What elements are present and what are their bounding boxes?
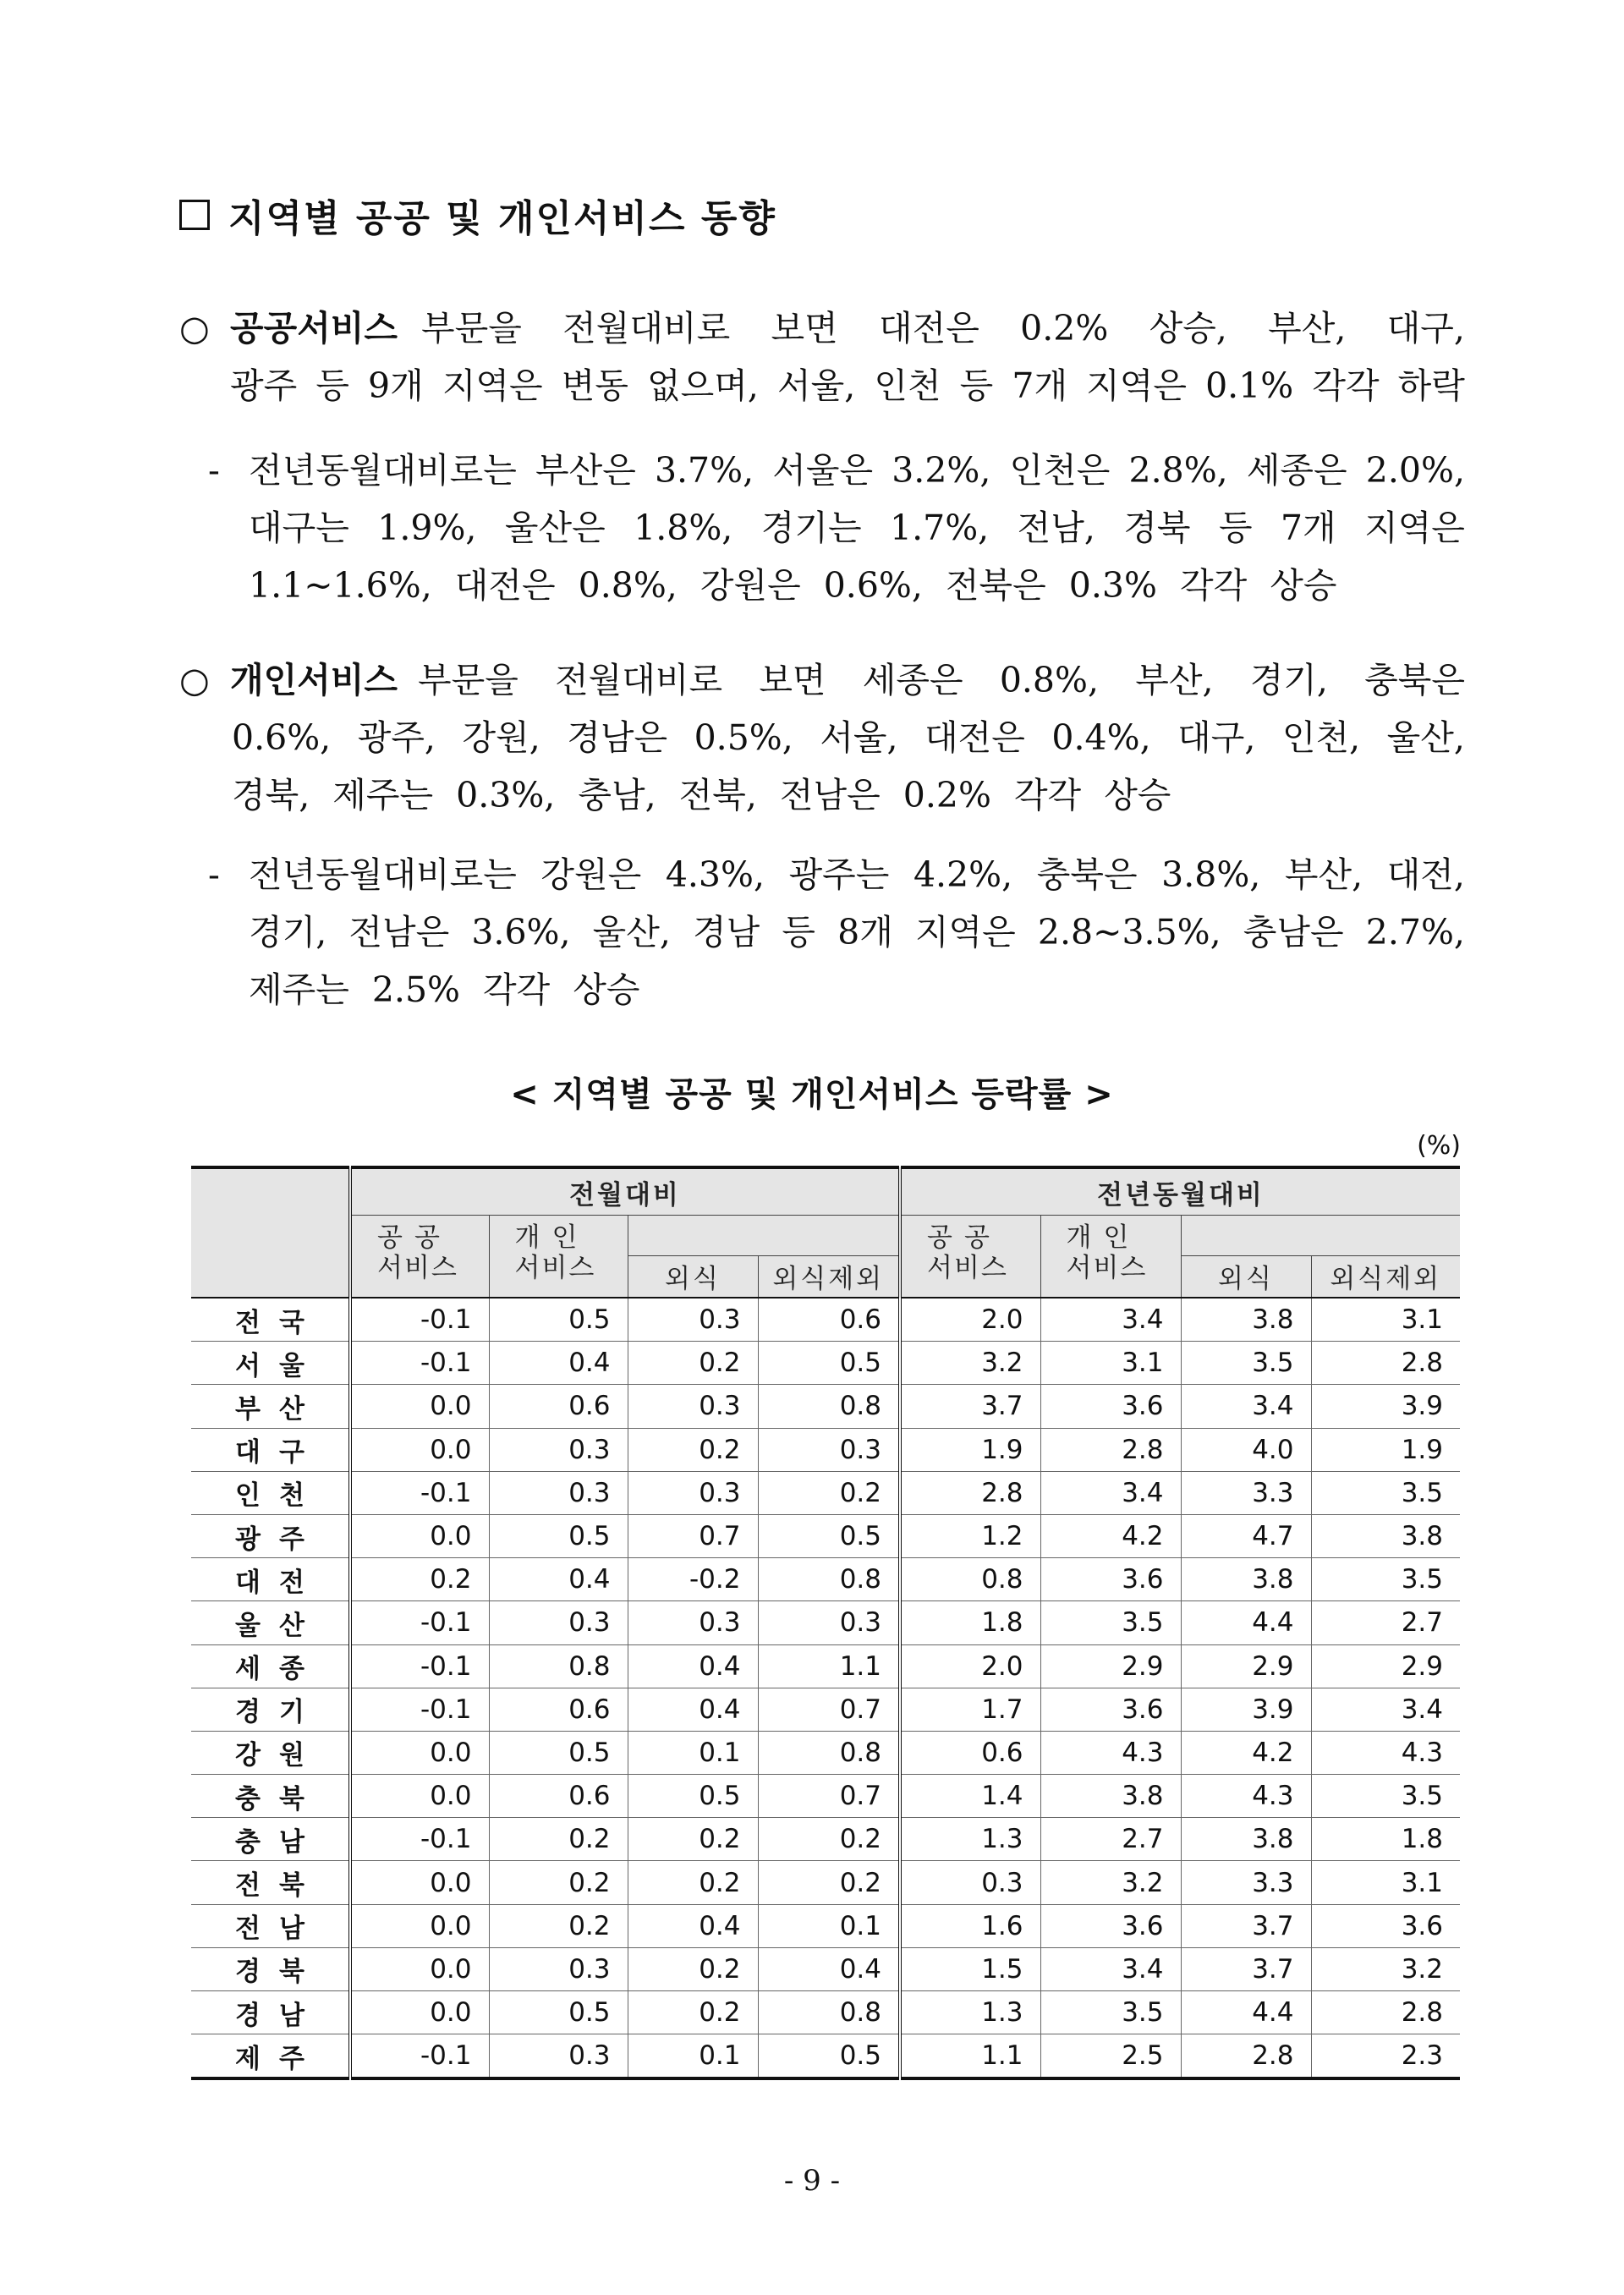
value-cell: 1.8	[900, 1601, 1040, 1644]
value-cell: 1.4	[900, 1775, 1040, 1818]
region-header-cell	[191, 1167, 350, 1298]
value-cell: 3.4	[1181, 1385, 1311, 1428]
value-cell: 0.2	[489, 1818, 628, 1861]
value-cell: 3.5	[1181, 1342, 1311, 1385]
value-cell: 2.0	[900, 1298, 1040, 1342]
value-cell: 2.8	[1311, 1342, 1460, 1385]
table-row	[191, 1385, 1460, 1428]
value-cell: 0.6	[489, 1385, 628, 1428]
value-cell: -0.1	[350, 1688, 489, 1731]
paragraph-line	[179, 442, 1465, 499]
value-cell: 0.4	[628, 1644, 758, 1688]
value-cell: 0.4	[489, 1558, 628, 1601]
value-cell: 0.5	[758, 1342, 900, 1385]
region-cell: 강원	[191, 1731, 350, 1774]
col-excl-dining: 외식제외	[758, 1255, 900, 1298]
value-cell: 3.7	[900, 1385, 1040, 1428]
paragraph-text: 1.1~1.6%, 대전은 0.8%, 강원은 0.6%, 전북은 0.3% 각각 상승	[249, 565, 1337, 606]
paragraph-line	[179, 557, 1465, 614]
value-cell: -0.1	[350, 1601, 489, 1644]
region-cell: 인천	[191, 1471, 350, 1514]
table-row	[191, 1644, 1460, 1688]
region-cell: 서울	[191, 1342, 350, 1385]
value-cell: 0.3	[758, 1428, 900, 1471]
yoy-group-header: 전년동월대비	[900, 1167, 1460, 1216]
table-caption: < 지역별 공공 및 개인서비스 등락률 >	[510, 1075, 1114, 1114]
value-cell: 3.5	[1040, 1601, 1181, 1644]
value-cell: -0.1	[350, 2034, 489, 2079]
value-cell: 0.0	[350, 1428, 489, 1471]
value-cell: 3.4	[1040, 1947, 1181, 1990]
value-cell: 3.1	[1040, 1342, 1181, 1385]
table-row	[191, 1471, 1460, 1514]
personal-service-label: 개인서비스	[230, 660, 398, 700]
col-dining: 외식	[628, 1255, 758, 1298]
justified-text: 부문을 전월대비로 보면 대전은 0.2% 상승, 부산, 대구,	[421, 308, 1465, 349]
value-cell: 0.2	[350, 1558, 489, 1601]
value-cell: -0.1	[350, 1644, 489, 1688]
value-cell: 1.8	[1311, 1818, 1460, 1861]
paragraph-line	[179, 846, 1465, 903]
value-cell: 3.9	[1311, 1385, 1460, 1428]
value-cell: 1.1	[758, 1644, 900, 1688]
value-cell: 3.8	[1311, 1514, 1460, 1557]
regional-rates-table	[191, 1166, 1460, 2080]
region-cell: 세종	[191, 1644, 350, 1688]
value-cell: 0.3	[489, 1428, 628, 1471]
value-cell: 3.1	[1311, 1861, 1460, 1904]
public-service-mom-paragraph	[179, 299, 1465, 415]
value-cell: 3.2	[1040, 1861, 1181, 1904]
value-cell: 0.5	[489, 1991, 628, 2034]
value-cell: 1.9	[1311, 1428, 1460, 1471]
value-cell: 0.8	[900, 1558, 1040, 1601]
value-cell: 0.2	[628, 1818, 758, 1861]
value-cell: 0.8	[758, 1558, 900, 1601]
value-cell: 0.3	[489, 1601, 628, 1644]
public-service-yoy-paragraph	[179, 442, 1465, 614]
value-cell: 0.2	[758, 1861, 900, 1904]
value-cell: 0.3	[758, 1601, 900, 1644]
table-row	[191, 2034, 1460, 2079]
value-cell: 3.3	[1181, 1861, 1311, 1904]
value-cell: 3.6	[1040, 1558, 1181, 1601]
value-cell: 3.7	[1181, 1947, 1311, 1990]
value-cell: 0.4	[628, 1904, 758, 1947]
mom-group-header: 전월대비	[350, 1167, 900, 1216]
value-cell: 3.3	[1181, 1471, 1311, 1514]
region-cell: 경기	[191, 1688, 350, 1731]
value-cell: 0.5	[489, 1731, 628, 1774]
value-cell: -0.1	[350, 1342, 489, 1385]
value-cell: 4.2	[1040, 1514, 1181, 1557]
value-cell: 3.6	[1040, 1688, 1181, 1731]
value-cell: 4.2	[1181, 1731, 1311, 1774]
value-cell: 0.3	[489, 1471, 628, 1514]
col-personal-service: 개인 서비스	[489, 1216, 628, 1298]
table-row	[191, 1298, 1460, 1342]
value-cell: 0.5	[758, 1514, 900, 1557]
value-cell: 0.8	[758, 1731, 900, 1774]
value-cell: 4.7	[1181, 1514, 1311, 1557]
public-service-label: 공공서비스	[230, 308, 398, 349]
value-cell: 0.3	[900, 1861, 1040, 1904]
value-cell: 0.6	[489, 1775, 628, 1818]
value-cell: 3.6	[1040, 1904, 1181, 1947]
value-cell: 3.4	[1040, 1298, 1181, 1342]
dash-bullet: -	[208, 450, 220, 491]
bullet-circle-icon: ○	[179, 660, 210, 700]
value-cell: 3.6	[1311, 1904, 1460, 1947]
table-row	[191, 1991, 1460, 2034]
value-cell: 0.0	[350, 1775, 489, 1818]
region-cell: 충북	[191, 1775, 350, 1818]
table-unit-label: (%)	[1417, 1131, 1461, 1161]
value-cell: 0.2	[628, 1342, 758, 1385]
value-cell: 2.7	[1311, 1601, 1460, 1644]
value-cell: 4.3	[1040, 1731, 1181, 1774]
justified-text: 부문을 전월대비로 보면 세종은 0.8%, 부산, 경기, 충북은	[418, 660, 1465, 700]
section-heading-text: 지역별 공공 및 개인서비스 동향	[228, 197, 776, 240]
paragraph-line	[179, 357, 1465, 415]
value-cell: 0.8	[489, 1644, 628, 1688]
table-row	[191, 1947, 1460, 1990]
value-cell: 3.8	[1181, 1818, 1311, 1861]
value-cell: 3.7	[1181, 1904, 1311, 1947]
value-cell: 3.9	[1181, 1688, 1311, 1731]
value-cell: 2.8	[1040, 1428, 1181, 1471]
value-cell: 0.3	[628, 1471, 758, 1514]
table-row	[191, 1514, 1460, 1557]
value-cell: 2.9	[1311, 1644, 1460, 1688]
value-cell: 1.2	[900, 1514, 1040, 1557]
region-cell: 경남	[191, 1991, 350, 2034]
value-cell: 2.9	[1181, 1644, 1311, 1688]
table-row	[191, 1818, 1460, 1861]
value-cell: 1.1	[900, 2034, 1040, 2079]
table-row	[191, 1428, 1460, 1471]
value-cell: 0.8	[758, 1991, 900, 2034]
value-cell: 0.0	[350, 1947, 489, 1990]
value-cell: 0.8	[758, 1385, 900, 1428]
paragraph-line	[179, 903, 1465, 961]
value-cell: 1.6	[900, 1904, 1040, 1947]
paragraph-line	[179, 651, 1465, 709]
table-row	[191, 1904, 1460, 1947]
value-cell: -0.2	[628, 1558, 758, 1601]
value-cell: 3.2	[900, 1342, 1040, 1385]
value-cell: 0.6	[900, 1731, 1040, 1774]
table-row	[191, 1558, 1460, 1601]
table-row	[191, 1731, 1460, 1774]
checkbox-square-icon	[179, 200, 210, 230]
region-cell: 제주	[191, 2034, 350, 2079]
justified-text: 전년동월대비로는 강원은 4.3%, 광주는 4.2%, 충북은 3.8%, 부산, 대전,	[249, 854, 1465, 895]
value-cell: 3.5	[1311, 1471, 1460, 1514]
region-cell: 광주	[191, 1514, 350, 1557]
value-cell: 0.0	[350, 1991, 489, 2034]
value-cell: 0.0	[350, 1861, 489, 1904]
col-personal-service-yoy: 개인 서비스	[1040, 1216, 1181, 1298]
table-row	[191, 1601, 1460, 1644]
paragraph-line	[179, 299, 1465, 357]
value-cell: 2.7	[1040, 1818, 1181, 1861]
value-cell: 1.9	[900, 1428, 1040, 1471]
justified-text: 전년동월대비로는 부산은 3.7%, 서울은 3.2%, 인천은 2.8%, 세종은 2.0%,	[249, 450, 1465, 491]
personal-service-mom-paragraph	[179, 651, 1465, 824]
value-cell: 3.6	[1040, 1385, 1181, 1428]
value-cell: 0.6	[489, 1688, 628, 1731]
value-cell: 3.8	[1181, 1558, 1311, 1601]
col-public-service: 공공 서비스	[350, 1216, 489, 1298]
dash-bullet: -	[208, 854, 220, 895]
value-cell: 0.2	[628, 1428, 758, 1471]
value-cell: 3.2	[1311, 1947, 1460, 1990]
paragraph-line	[179, 709, 1465, 766]
value-cell: 4.4	[1181, 1601, 1311, 1644]
paragraph-line	[179, 499, 1465, 557]
value-cell: 0.0	[350, 1731, 489, 1774]
value-cell: 0.2	[628, 1861, 758, 1904]
col-excl-dining-yoy: 외식제외	[1311, 1255, 1460, 1298]
value-cell: 0.3	[489, 2034, 628, 2079]
value-cell: 3.8	[1181, 1298, 1311, 1342]
value-cell: 0.4	[758, 1947, 900, 1990]
value-cell: 0.2	[758, 1471, 900, 1514]
value-cell: 4.0	[1181, 1428, 1311, 1471]
bullet-circle-icon: ○	[179, 308, 210, 349]
value-cell: -0.1	[350, 1298, 489, 1342]
value-cell: 0.4	[489, 1342, 628, 1385]
value-cell: 0.3	[489, 1947, 628, 1990]
value-cell: 4.4	[1181, 1991, 1311, 2034]
justified-text: 대구는 1.9%, 울산은 1.8%, 경기는 1.7%, 전남, 경북 등 7개 지역은	[249, 508, 1465, 548]
value-cell: 2.8	[900, 1471, 1040, 1514]
value-cell: 2.5	[1040, 2034, 1181, 2079]
value-cell: 0.0	[350, 1514, 489, 1557]
value-cell: 0.7	[628, 1514, 758, 1557]
table-header	[191, 1167, 1460, 1298]
value-cell: 3.5	[1311, 1558, 1460, 1601]
personal-service-yoy-paragraph	[179, 846, 1465, 1018]
personal-breakdown-header-yoy	[1181, 1216, 1460, 1256]
region-cell: 대구	[191, 1428, 350, 1471]
value-cell: 2.8	[1181, 2034, 1311, 2079]
region-cell: 전남	[191, 1904, 350, 1947]
table-row	[191, 1688, 1460, 1731]
value-cell: 0.2	[489, 1904, 628, 1947]
region-cell: 부산	[191, 1385, 350, 1428]
value-cell: 2.3	[1311, 2034, 1460, 2079]
paragraph-line	[179, 766, 1465, 824]
value-cell: 3.4	[1040, 1471, 1181, 1514]
region-cell: 경북	[191, 1947, 350, 1990]
region-cell: 충남	[191, 1818, 350, 1861]
value-cell: -0.1	[350, 1818, 489, 1861]
col-dining-yoy: 외식	[1181, 1255, 1311, 1298]
value-cell: 0.3	[628, 1298, 758, 1342]
region-cell: 전국	[191, 1298, 350, 1342]
value-cell: 1.5	[900, 1947, 1040, 1990]
value-cell: 2.0	[900, 1644, 1040, 1688]
value-cell: 0.1	[628, 2034, 758, 2079]
paragraph-line	[179, 961, 1465, 1018]
page-number: - 9 -	[783, 2164, 841, 2198]
value-cell: 2.8	[1311, 1991, 1460, 2034]
value-cell: 0.4	[628, 1688, 758, 1731]
justified-text: 경기, 전남은 3.6%, 울산, 경남 등 8개 지역은 2.8~3.5%, 충남은 2.7%,	[249, 912, 1465, 953]
value-cell: 3.5	[1040, 1991, 1181, 2034]
value-cell: 0.0	[350, 1385, 489, 1428]
value-cell: 0.1	[628, 1731, 758, 1774]
table-row	[191, 1861, 1460, 1904]
section-heading	[179, 188, 776, 242]
justified-text: 광주 등 9개 지역은 변동 없으며, 서울, 인천 등 7개 지역은 0.1% 각각 하락	[230, 365, 1465, 406]
table-row	[191, 1775, 1460, 1818]
personal-breakdown-header	[628, 1216, 900, 1256]
value-cell: 0.2	[628, 1947, 758, 1990]
col-public-service-yoy: 공공 서비스	[900, 1216, 1040, 1298]
value-cell: 4.3	[1181, 1775, 1311, 1818]
value-cell: 0.5	[489, 1298, 628, 1342]
value-cell: 1.7	[900, 1688, 1040, 1731]
value-cell: 3.5	[1311, 1775, 1460, 1818]
value-cell: 0.0	[350, 1904, 489, 1947]
value-cell: 0.7	[758, 1775, 900, 1818]
region-cell: 대전	[191, 1558, 350, 1601]
value-cell: -0.1	[350, 1471, 489, 1514]
value-cell: 0.7	[758, 1688, 900, 1731]
value-cell: 0.5	[758, 2034, 900, 2079]
paragraph-text: 경북, 제주는 0.3%, 충남, 전북, 전남은 0.2% 각각 상승	[232, 775, 1171, 815]
value-cell: 2.9	[1040, 1644, 1181, 1688]
value-cell: 0.3	[628, 1385, 758, 1428]
value-cell: 3.1	[1311, 1298, 1460, 1342]
justified-text: 0.6%, 광주, 강원, 경남은 0.5%, 서울, 대전은 0.4%, 대구, 인천, 울산,	[232, 717, 1465, 758]
table-row	[191, 1342, 1460, 1385]
paragraph-text: 제주는 2.5% 각각 상승	[249, 969, 640, 1010]
value-cell: 1.3	[900, 1818, 1040, 1861]
value-cell: 0.2	[489, 1861, 628, 1904]
table-body	[191, 1298, 1460, 2078]
value-cell: 0.5	[628, 1775, 758, 1818]
value-cell: 0.1	[758, 1904, 900, 1947]
region-cell: 울산	[191, 1601, 350, 1644]
value-cell: 0.5	[489, 1514, 628, 1557]
value-cell: 0.2	[758, 1818, 900, 1861]
value-cell: 4.3	[1311, 1731, 1460, 1774]
value-cell: 3.4	[1311, 1688, 1460, 1731]
value-cell: 0.6	[758, 1298, 900, 1342]
value-cell: 0.2	[628, 1991, 758, 2034]
value-cell: 1.3	[900, 1991, 1040, 2034]
value-cell: 3.8	[1040, 1775, 1181, 1818]
value-cell: 0.3	[628, 1601, 758, 1644]
region-cell: 전북	[191, 1861, 350, 1904]
